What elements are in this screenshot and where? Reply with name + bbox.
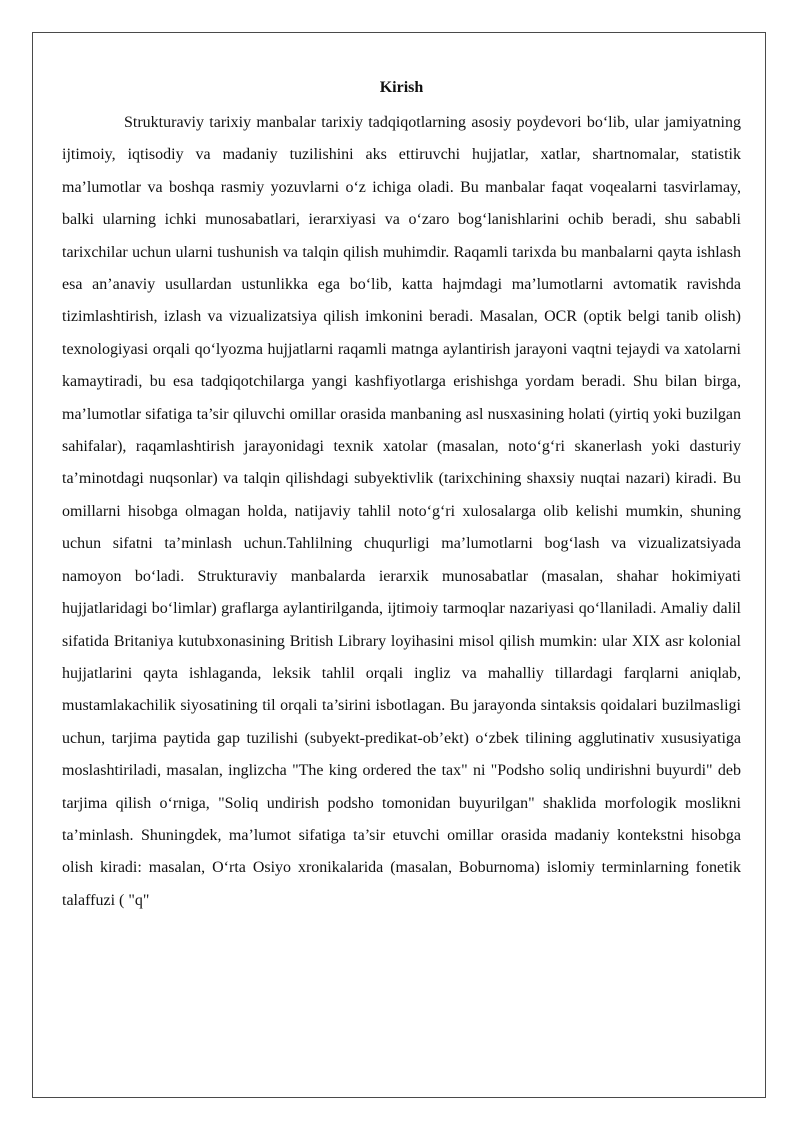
section-heading: Kirish xyxy=(379,79,424,96)
document-body xyxy=(62,76,741,917)
body-paragraph: Strukturaviy tarixiy manbalar tarixiy tadqiqotlarning asosiy poydevori bo‘lib, ular jamiyatning ijtimoiy, iqtisodiy va madaniy tuzilishini aks ettiruvchi hujjatlar, xatlar, shartnomalar, statistik ma’lumotlar va boshqa rasmiy yozuvlarni o‘z ichiga oladi. Bu manbalar faqat voqealarni tasvirlamay, balki ularning ichki munosabatlari, ierarxiyasi va o‘zaro bog‘lanishlarini ochib beradi, shu sababli tarixchilar uchun ularni tushunish va talqin qilish muhimdir. Raqamli tarixda bu manbalarni qayta ishlash esa an’anaviy usullardan ustunlikka ega bo‘lib, katta hajmdagi ma’lumotlarni avtomatik ravishda tizimlashtirish, izlash va vizualizatsiya qilish imkonini beradi. Masalan, OCR (optik belgi tanib olish) texnologiyasi orqali qo‘lyozma hujjatlarni raqamli matnga aylantirish jarayoni vaqtni tejaydi va xatolarni kamaytiradi, bu esa tadqiqotchilarga yangi kashfiyotlarga erishishga yordam beradi. Shu bilan birga, ma’lumotlar sifatiga ta’sir qiluvchi omillar orasida manbaning asl nusxasining holati (yirtiq yoki buzilgan sahifalar), raqamlashtirish jarayonidagi texnik xatolar (masalan, noto‘g‘ri skanerlash yoki dasturiy ta’minotdagi nuqsonlar) va talqin qilishdagi subyektivlik (tarixchining shaxsiy nuqtai nazari) kiradi. Bu omillarni hisobga olmagan holda, natijaviy tahlil noto‘g‘ri xulosalarga olib kelishi mumkin, shuning uchun sifatni ta’minlash uchun.Tahlilning chuqurligi ma’lumotlarni bog‘lash va vizualizatsiyada namoyon bo‘ladi. Strukturaviy manbalarda ierarxik munosabatlar (masalan, shahar hokimiyati hujjatlaridagi bo‘limlar) graflarga aylantirilganda, ijtimoiy tarmoqlar nazariyasi qo‘llaniladi. Amaliy dalil sifatida Britaniya kutubxonasining British Library loyihasini misol qilish mumkin: ular XIX asr kolonial hujjatlarini qayta ishlaganda, leksik tahlil orqali ingliz va mahalliy tillardagi farqlarni aniqlab, mustamlakachilik siyosatining til orqali ta’sirini isbotlagan. Bu jarayonda sintaksis qoidalari buzilmasligi uchun, tarjima paytida gap tuzilishi (subyekt-predikat-ob’ekt) o‘zbek tilining agglutinativ xususiyatiga moslashtiriladi, masalan, inglizcha "The king ordered the tax" ni "Podsho soliq undirishni buyurdi" deb tarjima qilish o‘rniga, "Soliq undirish podsho tomonidan buyurilgan" shaklida morfologik moslikni ta’minlash. Shuningdek, ma’lumot sifatiga ta’sir etuvchi omillar orasida madaniy kontekstni hisobga olish kiradi: masalan, O‘rta Osiyo xronikalarida (masalan, Boburnoma) islomiy terminlarning fonetik talaffuzi ( "q" xyxy=(62,114,741,909)
